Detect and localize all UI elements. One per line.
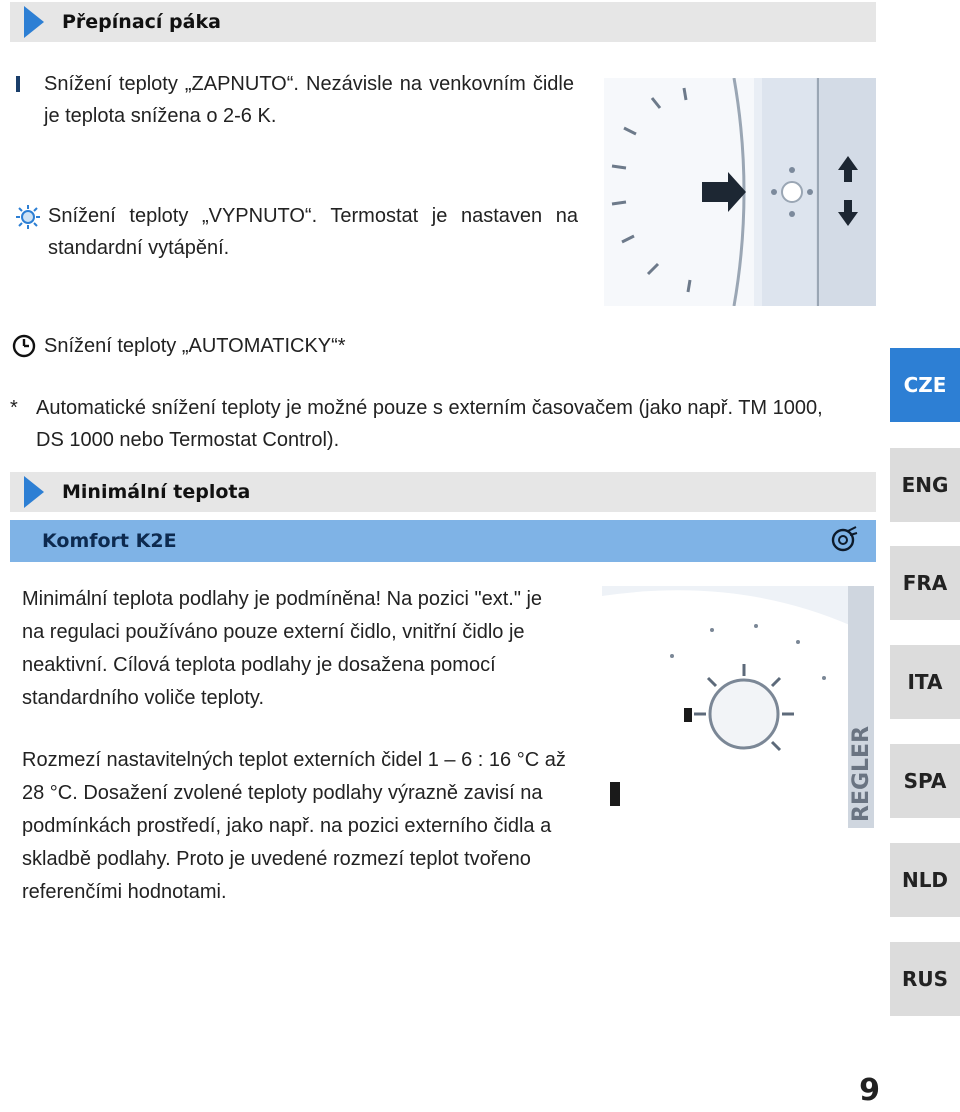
body-paragraph-1: Minimální teplota podlahy je podmíněna! Na pozici "ext." je na regulaci používáno pouze externí čidlo, vnitřní čidlo je neaktivní. Cílová teplota podlahy je dosažena pomocí standardního voliče teploty. bbox=[22, 588, 543, 709]
page-number: 9 bbox=[859, 1073, 880, 1108]
clock-icon bbox=[12, 334, 36, 368]
tab-nld[interactable]: NLD bbox=[890, 843, 960, 917]
moon-icon bbox=[14, 72, 36, 106]
body-paragraph-2: Rozmezí nastavitelných teplot externích čidel 1 – 6 : 16 °C až 28 °C. Dosažení zvolené teploty podlahy výrazně zavisí na podmínkách prostředí, jako např. na pozici externího čidla a skladbě podlahy. Proto je uvedené rozmezí teplot tvořeno referenčími hodnotami. bbox=[22, 749, 566, 903]
tab-eng[interactable]: ENG bbox=[890, 448, 960, 522]
footnote bbox=[10, 392, 866, 456]
mode-text: Snížení teploty „VYPNUTO“. Termostat je nastaven na standardní vytápění. bbox=[48, 205, 578, 259]
switch-lever-photo bbox=[604, 78, 876, 306]
triangle-marker-icon bbox=[24, 476, 44, 508]
wheel-icon bbox=[830, 525, 858, 558]
section-header-switch bbox=[10, 2, 876, 42]
tab-fra[interactable]: FRA bbox=[890, 546, 960, 620]
section-header-min-temp bbox=[10, 472, 876, 512]
product-subheader bbox=[10, 520, 876, 562]
tab-rus[interactable]: RUS bbox=[890, 942, 960, 1016]
footnote-star: * bbox=[10, 397, 18, 419]
mode-auto-description bbox=[12, 330, 572, 368]
mode-on-description bbox=[14, 200, 580, 264]
section-title: Minimální teplota bbox=[62, 481, 251, 503]
section-title: Přepínací páka bbox=[62, 11, 221, 33]
mode-text: Snížení teploty „ZAPNUTO“. Nezávisle na venkovním čidle je teplota snížena o 2-6 K. bbox=[44, 73, 574, 127]
mode-off-description bbox=[14, 68, 580, 132]
footnote-text: Automatické snížení teploty je možné pouze s externím časovačem (jako např. TM 1000, DS 1000 nebo Termostat Control). bbox=[36, 397, 823, 451]
temperature-dial-photo bbox=[602, 586, 874, 828]
tab-ita[interactable]: ITA bbox=[890, 645, 960, 719]
tab-cze[interactable]: CZE bbox=[890, 348, 960, 422]
product-title: Komfort K2E bbox=[42, 530, 177, 552]
photo-brand-text: REGLER bbox=[849, 725, 874, 822]
tab-spa[interactable]: SPA bbox=[890, 744, 960, 818]
mode-text: Snížení teploty „AUTOMATICKY“* bbox=[44, 335, 346, 357]
sun-icon bbox=[14, 204, 40, 240]
triangle-marker-icon bbox=[24, 6, 44, 38]
